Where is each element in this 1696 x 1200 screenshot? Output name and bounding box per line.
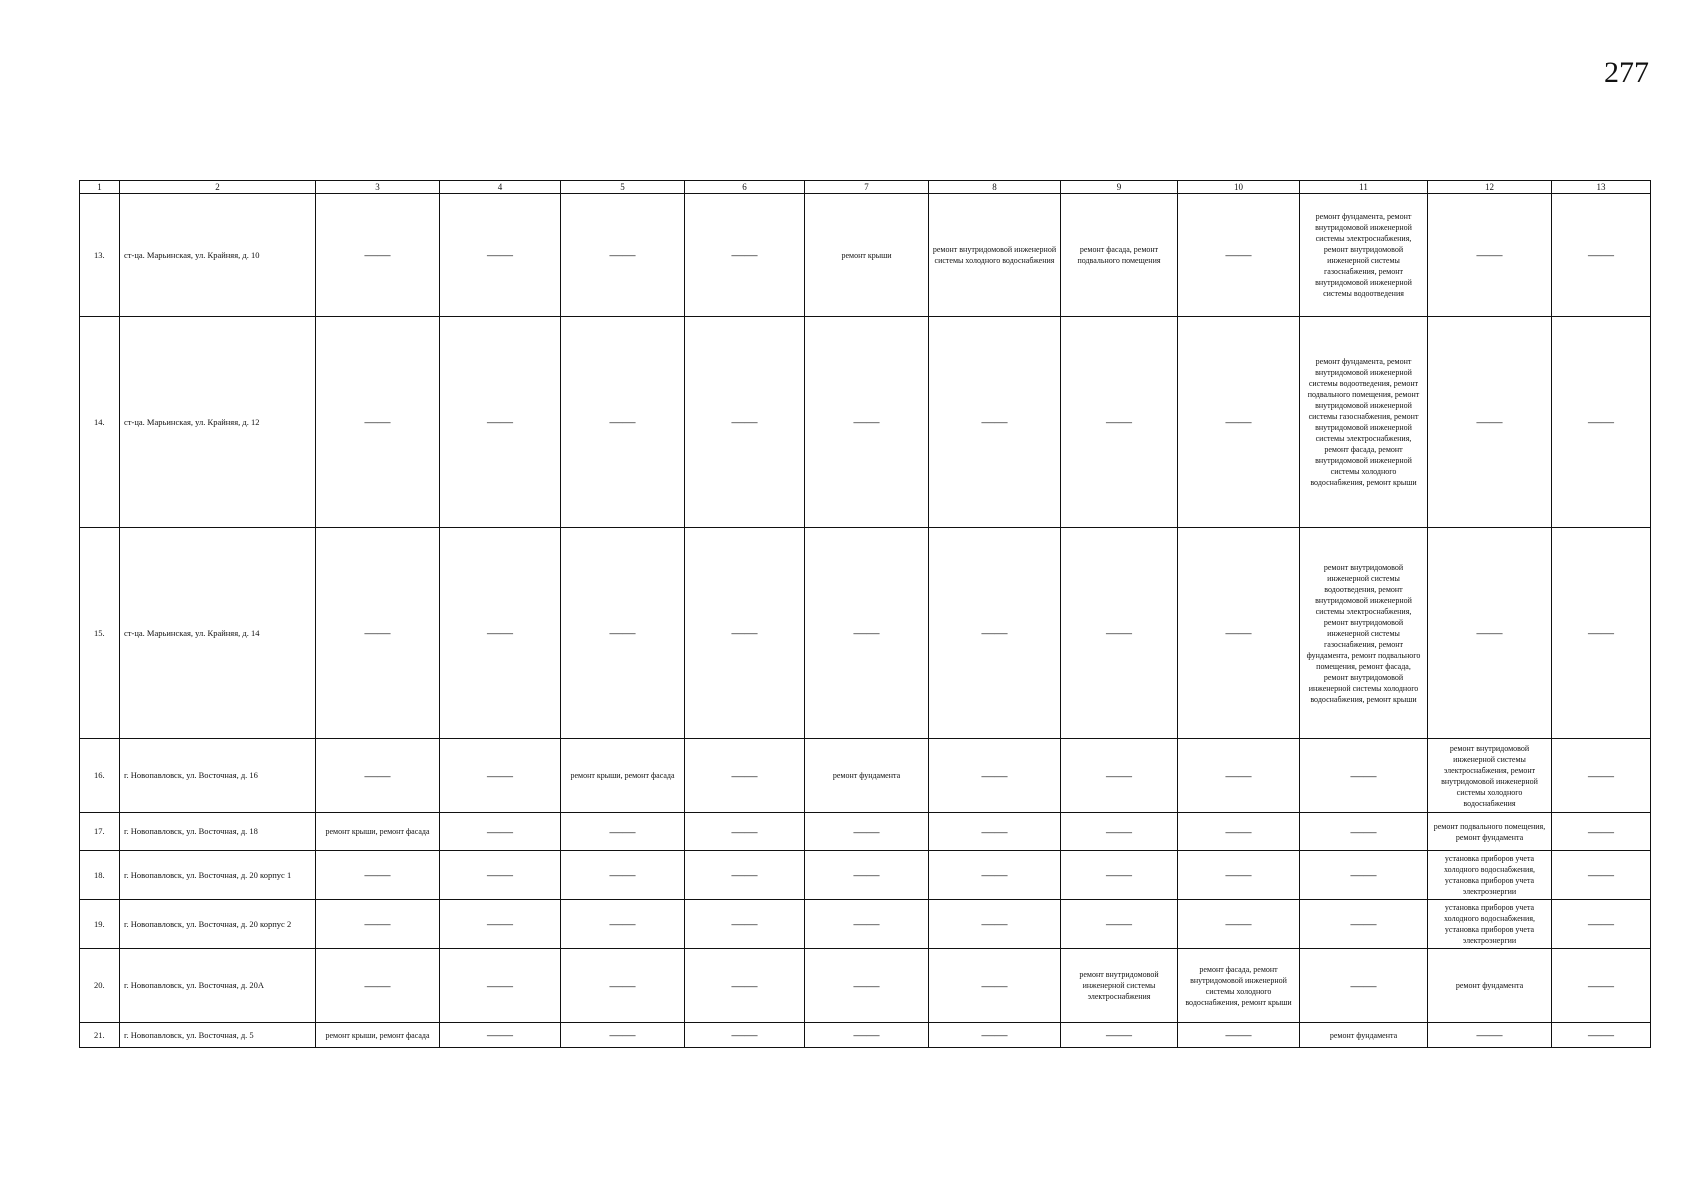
- column-number-3: 3: [316, 181, 440, 194]
- empty-dash: ——: [487, 414, 513, 429]
- empty-dash: ——: [487, 977, 513, 993]
- work-cell: [929, 1023, 1061, 1048]
- work-cell: [929, 528, 1061, 739]
- empty-dash: ——: [487, 767, 513, 783]
- empty-dash: ——: [731, 916, 758, 931]
- empty-dash: ——: [853, 1027, 880, 1042]
- work-cell: [440, 851, 561, 900]
- empty-dash: ——: [731, 414, 758, 429]
- empty-dash: ——: [1225, 823, 1252, 839]
- work-cell: [1552, 949, 1651, 1023]
- row-number-cell: 17.: [80, 813, 120, 851]
- work-cell: ремонт внутридомовой инженерной системы водоотведения, ремонт внутридомовой инженерной системы электроснабжения, ремонт внутридомовой инженерной системы газоснабжения, ремонт фундамента, ремонт подвального помещения, ремонт фасада, ремонт внутридомовой инженерной системы холодного водоснабжения, ремонт крыши: [1300, 528, 1428, 739]
- work-cell: [685, 949, 805, 1023]
- table-row: [80, 194, 1651, 317]
- empty-dash: ——: [1225, 414, 1252, 429]
- empty-dash: ——: [1476, 625, 1503, 640]
- table-row: [80, 851, 1651, 900]
- empty-dash: ——: [487, 916, 513, 931]
- repair-schedule-table: [79, 180, 1651, 1048]
- work-cell: [1300, 739, 1428, 813]
- work-cell: ремонт крыши, ремонт фасада: [561, 739, 685, 813]
- empty-dash: ——: [981, 767, 1008, 783]
- empty-dash: ——: [364, 767, 391, 783]
- work-cell: [685, 900, 805, 949]
- work-cell: [1552, 194, 1651, 317]
- work-cell: [1178, 528, 1300, 739]
- row-number-cell: 19.: [80, 900, 120, 949]
- empty-dash: ——: [981, 916, 1008, 931]
- empty-dash: ——: [487, 247, 513, 262]
- work-cell: ремонт подвального помещения, ремонт фундамента: [1428, 813, 1552, 851]
- empty-dash: ——: [1588, 767, 1614, 783]
- work-cell: [440, 317, 561, 528]
- empty-dash: ——: [853, 867, 880, 882]
- work-cell: [561, 194, 685, 317]
- column-number-row: [80, 181, 1651, 194]
- work-cell: [440, 813, 561, 851]
- column-number-4: 4: [440, 181, 561, 194]
- work-cell: ремонт внутридомовой инженерной системы электроснабжения: [1061, 949, 1178, 1023]
- work-cell: ремонт фундамента, ремонт внутридомовой инженерной системы водоотведения, ремонт подвального помещения, ремонт внутридомовой инженерной системы газоснабжения, ремонт внутридомовой инженерной системы электроснабжения, ремонт фасада, ремонт внутридомовой инженерной системы холодного водоснабжения, ремонт крыши: [1300, 317, 1428, 528]
- work-cell: ремонт крыши: [805, 194, 929, 317]
- row-number-cell: 16.: [80, 739, 120, 813]
- work-cell: [1552, 1023, 1651, 1048]
- empty-dash: ——: [1350, 916, 1377, 931]
- work-cell: [1552, 528, 1651, 739]
- work-cell: [316, 528, 440, 739]
- empty-dash: ——: [1588, 247, 1614, 262]
- empty-dash: ——: [1350, 767, 1377, 783]
- row-number-cell: 18.: [80, 851, 120, 900]
- work-cell: ремонт фундамента: [805, 739, 929, 813]
- empty-dash: ——: [1588, 823, 1614, 839]
- page-number: 277: [1604, 56, 1649, 89]
- work-cell: [561, 1023, 685, 1048]
- empty-dash: ——: [1588, 916, 1614, 931]
- work-cell: ремонт внутридомовой инженерной системы электроснабжения, ремонт внутридомовой инженерной системы холодного водоснабжения: [1428, 739, 1552, 813]
- work-cell: [1178, 317, 1300, 528]
- empty-dash: ——: [731, 823, 758, 839]
- empty-dash: ——: [1476, 1027, 1503, 1042]
- work-cell: [805, 900, 929, 949]
- empty-dash: ——: [609, 823, 636, 839]
- work-cell: [1061, 528, 1178, 739]
- work-cell: [1428, 317, 1552, 528]
- empty-dash: ——: [1106, 414, 1132, 429]
- empty-dash: ——: [853, 977, 880, 993]
- table-row: [80, 739, 1651, 813]
- work-cell: [1178, 900, 1300, 949]
- work-cell: [1061, 1023, 1178, 1048]
- work-cell: [685, 317, 805, 528]
- work-cell: [316, 851, 440, 900]
- table-row: [80, 1023, 1651, 1048]
- work-cell: [316, 194, 440, 317]
- work-cell: [685, 1023, 805, 1048]
- empty-dash: ——: [487, 625, 513, 640]
- work-cell: [805, 851, 929, 900]
- work-cell: ремонт фасада, ремонт подвального помещения: [1061, 194, 1178, 317]
- empty-dash: ——: [981, 977, 1008, 993]
- work-cell: [561, 949, 685, 1023]
- address-cell: г. Новопавловск, ул. Восточная, д. 16: [120, 739, 316, 813]
- work-cell: [1552, 813, 1651, 851]
- work-cell: [685, 739, 805, 813]
- empty-dash: ——: [1588, 625, 1614, 640]
- empty-dash: ——: [609, 247, 636, 262]
- empty-dash: ——: [1350, 823, 1377, 839]
- empty-dash: ——: [609, 867, 636, 882]
- table-row: [80, 317, 1651, 528]
- work-cell: [805, 528, 929, 739]
- work-cell: установка приборов учета холодного водоснабжения, установка приборов учета электроэнергии: [1428, 900, 1552, 949]
- empty-dash: ——: [981, 625, 1008, 640]
- work-cell: [561, 851, 685, 900]
- work-cell: [929, 317, 1061, 528]
- empty-dash: ——: [1588, 1027, 1614, 1042]
- empty-dash: ——: [1106, 625, 1132, 640]
- column-number-12: 12: [1428, 181, 1552, 194]
- empty-dash: ——: [1225, 916, 1252, 931]
- column-number-8: 8: [929, 181, 1061, 194]
- work-cell: [1428, 528, 1552, 739]
- work-cell: [685, 851, 805, 900]
- empty-dash: ——: [731, 767, 758, 783]
- column-number-1: 1: [80, 181, 120, 194]
- empty-dash: ——: [364, 247, 391, 262]
- empty-dash: ——: [1588, 867, 1614, 882]
- column-number-6: 6: [685, 181, 805, 194]
- work-cell: [805, 949, 929, 1023]
- work-cell: [316, 900, 440, 949]
- empty-dash: ——: [1106, 767, 1132, 783]
- empty-dash: ——: [853, 414, 880, 429]
- work-cell: [685, 194, 805, 317]
- column-number-5: 5: [561, 181, 685, 194]
- work-cell: [1552, 739, 1651, 813]
- empty-dash: ——: [981, 867, 1008, 882]
- empty-dash: ——: [853, 916, 880, 931]
- empty-dash: ——: [731, 867, 758, 882]
- column-number-11: 11: [1300, 181, 1428, 194]
- empty-dash: ——: [981, 414, 1008, 429]
- empty-dash: ——: [981, 823, 1008, 839]
- empty-dash: ——: [364, 414, 391, 429]
- empty-dash: ——: [1225, 1027, 1252, 1042]
- work-cell: [1061, 813, 1178, 851]
- work-cell: [561, 813, 685, 851]
- work-cell: [805, 317, 929, 528]
- work-cell: [1061, 317, 1178, 528]
- work-cell: [1061, 739, 1178, 813]
- empty-dash: ——: [1350, 977, 1377, 993]
- column-number-2: 2: [120, 181, 316, 194]
- empty-dash: ——: [731, 1027, 758, 1042]
- empty-dash: ——: [609, 977, 636, 993]
- table-row: [80, 813, 1651, 851]
- work-cell: [1061, 900, 1178, 949]
- empty-dash: ——: [364, 625, 391, 640]
- work-cell: ремонт фундамента, ремонт внутридомовой инженерной системы электроснабжения, ремонт внутридомовой инженерной системы газоснабжения, ремонт внутридомовой инженерной системы водоотведения: [1300, 194, 1428, 317]
- address-cell: г. Новопавловск, ул. Восточная, д. 20А: [120, 949, 316, 1023]
- work-cell: [561, 900, 685, 949]
- empty-dash: ——: [609, 625, 636, 640]
- work-cell: [1178, 194, 1300, 317]
- work-cell: ремонт фасада, ремонт внутридомовой инженерной системы холодного водоснабжения, ремонт крыши: [1178, 949, 1300, 1023]
- table-row: [80, 528, 1651, 739]
- work-cell: [805, 1023, 929, 1048]
- work-cell: [929, 949, 1061, 1023]
- empty-dash: ——: [609, 916, 636, 931]
- empty-dash: ——: [1106, 916, 1132, 931]
- work-cell: [440, 949, 561, 1023]
- work-cell: [929, 739, 1061, 813]
- column-number-7: 7: [805, 181, 929, 194]
- row-number-cell: 20.: [80, 949, 120, 1023]
- work-cell: [1061, 851, 1178, 900]
- work-cell: [1178, 739, 1300, 813]
- work-cell: [440, 194, 561, 317]
- work-cell: [316, 317, 440, 528]
- work-cell: [1552, 900, 1651, 949]
- work-cell: [929, 851, 1061, 900]
- work-cell: ремонт крыши, ремонт фасада: [316, 1023, 440, 1048]
- empty-dash: ——: [1476, 414, 1503, 429]
- empty-dash: ——: [1588, 977, 1614, 993]
- row-number-cell: 21.: [80, 1023, 120, 1048]
- address-cell: г. Новопавловск, ул. Восточная, д. 20 корпус 1: [120, 851, 316, 900]
- work-cell: [561, 317, 685, 528]
- empty-dash: ——: [1106, 823, 1132, 839]
- work-cell: [1300, 900, 1428, 949]
- empty-dash: ——: [487, 867, 513, 882]
- empty-dash: ——: [1106, 1027, 1132, 1042]
- work-cell: [1428, 1023, 1552, 1048]
- work-cell: [1428, 194, 1552, 317]
- work-cell: [440, 1023, 561, 1048]
- work-cell: [316, 949, 440, 1023]
- work-cell: ремонт крыши, ремонт фасада: [316, 813, 440, 851]
- work-cell: [1552, 851, 1651, 900]
- empty-dash: ——: [1350, 867, 1377, 882]
- work-cell: [1178, 1023, 1300, 1048]
- empty-dash: ——: [1588, 414, 1614, 429]
- work-cell: [685, 813, 805, 851]
- work-cell: [1300, 851, 1428, 900]
- empty-dash: ——: [1225, 625, 1252, 640]
- work-cell: ремонт внутридомовой инженерной системы холодного водоснабжения: [929, 194, 1061, 317]
- row-number-cell: 15.: [80, 528, 120, 739]
- work-cell: [1552, 317, 1651, 528]
- column-number-9: 9: [1061, 181, 1178, 194]
- work-cell: [316, 739, 440, 813]
- work-cell: [1178, 813, 1300, 851]
- work-cell: ремонт фундамента: [1428, 949, 1552, 1023]
- empty-dash: ——: [487, 823, 513, 839]
- work-cell: [685, 528, 805, 739]
- empty-dash: ——: [364, 977, 391, 993]
- work-cell: [1300, 813, 1428, 851]
- work-cell: [440, 739, 561, 813]
- work-cell: [440, 900, 561, 949]
- column-number-13: 13: [1552, 181, 1651, 194]
- empty-dash: ——: [609, 1027, 636, 1042]
- work-cell: [929, 813, 1061, 851]
- address-cell: г. Новопавловск, ул. Восточная, д. 5: [120, 1023, 316, 1048]
- empty-dash: ——: [981, 1027, 1008, 1042]
- address-cell: ст-ца. Марьинская, ул. Крайняя, д. 10: [120, 194, 316, 317]
- work-cell: [805, 813, 929, 851]
- work-cell: [561, 528, 685, 739]
- empty-dash: ——: [731, 625, 758, 640]
- empty-dash: ——: [487, 1027, 513, 1042]
- empty-dash: ——: [1106, 867, 1132, 882]
- address-cell: ст-ца. Марьинская, ул. Крайняя, д. 12: [120, 317, 316, 528]
- empty-dash: ——: [1225, 867, 1252, 882]
- empty-dash: ——: [364, 916, 391, 931]
- empty-dash: ——: [853, 823, 880, 839]
- table-row: [80, 900, 1651, 949]
- empty-dash: ——: [364, 867, 391, 882]
- work-cell: ремонт фундамента: [1300, 1023, 1428, 1048]
- empty-dash: ——: [1225, 767, 1252, 783]
- work-cell: [440, 528, 561, 739]
- work-cell: [1178, 851, 1300, 900]
- work-cell: [929, 900, 1061, 949]
- column-number-10: 10: [1178, 181, 1300, 194]
- empty-dash: ——: [609, 414, 636, 429]
- empty-dash: ——: [731, 977, 758, 993]
- address-cell: г. Новопавловск, ул. Восточная, д. 20 корпус 2: [120, 900, 316, 949]
- address-cell: г. Новопавловск, ул. Восточная, д. 18: [120, 813, 316, 851]
- empty-dash: ——: [1476, 247, 1503, 262]
- work-cell: [1300, 949, 1428, 1023]
- empty-dash: ——: [1225, 247, 1252, 262]
- table-row: [80, 949, 1651, 1023]
- row-number-cell: 14.: [80, 317, 120, 528]
- work-cell: установка приборов учета холодного водоснабжения, установка приборов учета электроэнергии: [1428, 851, 1552, 900]
- empty-dash: ——: [853, 625, 880, 640]
- address-cell: ст-ца. Марьинская, ул. Крайняя, д. 14: [120, 528, 316, 739]
- empty-dash: ——: [731, 247, 758, 262]
- row-number-cell: 13.: [80, 194, 120, 317]
